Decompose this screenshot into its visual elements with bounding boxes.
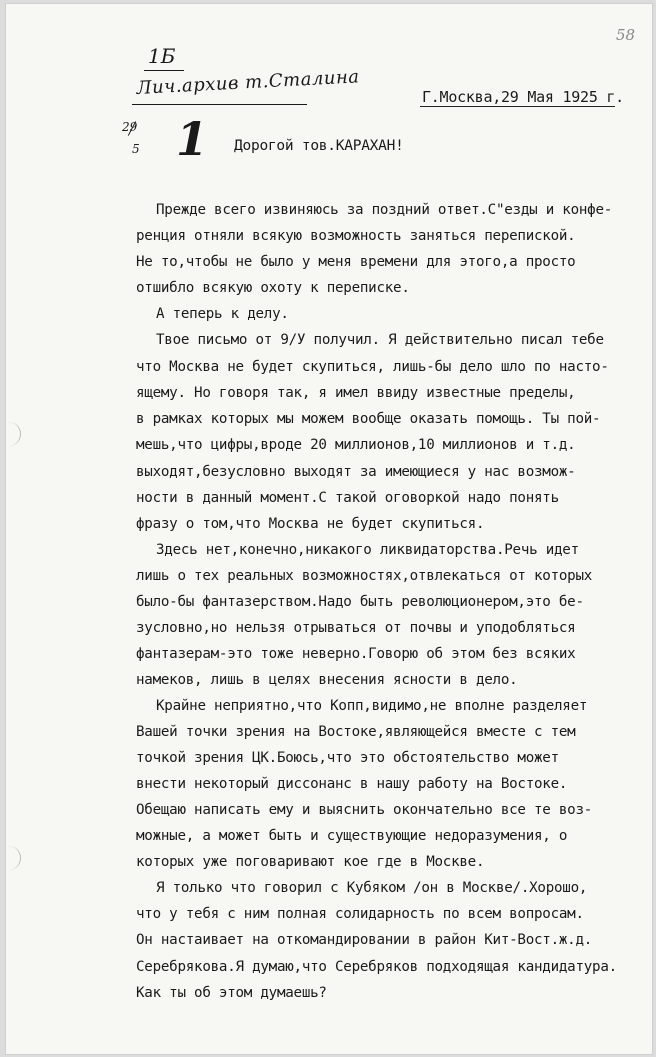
page-number: 58 bbox=[616, 26, 636, 44]
body-line: Крайне неприятно,что Копп,видимо,не вполне разделяет bbox=[156, 698, 588, 714]
body-line: намеков, лишь в целях внесения ясности в дело. bbox=[136, 672, 518, 688]
date-mark-bottom: 5 bbox=[132, 142, 140, 156]
body-line: А теперь к делу. bbox=[156, 306, 289, 322]
body-line: Вашей точки зрения на Востоке,являющейся вместе с тем bbox=[136, 724, 576, 740]
body-line: мешь,что цифры,вроде 20 миллионов,10 миллионов и т.д. bbox=[136, 437, 576, 453]
body-line: можные, а может быть и существующие недоразумения, о bbox=[136, 828, 568, 844]
body-line: Он настаивает на откомандировании в район Кит-Вост.ж.д. bbox=[136, 932, 593, 948]
body-line: Не то,чтобы не было у меня времени для этого,а просто bbox=[136, 254, 576, 270]
body-line: Здесь нет,конечно,никакого ликвидаторства.Речь идет bbox=[156, 542, 579, 558]
body-line: отшибло всякую охоту к переписке. bbox=[136, 280, 410, 296]
body-line: ности в данный момент.С такой оговоркой надо понять bbox=[136, 490, 559, 506]
body-line: зусловно,но нельзя отрываться от почвы и уподобляться bbox=[136, 620, 576, 636]
letter-page bbox=[6, 4, 652, 1054]
body-line: ящему. Но говоря так, я имел ввиду известные пределы, bbox=[136, 385, 576, 401]
body-line: внести некоторый диссонанс в нашу работу на Востоке. bbox=[136, 776, 568, 792]
letter-body bbox=[6, 4, 652, 1044]
body-line: Серебрякова.Я думаю,что Серебряков подходящая кандидатура. bbox=[136, 959, 617, 975]
body-line: в рамках которых мы можем вообще оказать помощь. Ты пой- bbox=[136, 411, 601, 427]
body-line: было-бы фантазерством.Надо быть революционером,это бе- bbox=[136, 594, 584, 610]
body-line: ренция отняли всякую возможность заняться перепиской. bbox=[136, 228, 576, 244]
body-line: которых уже поговаривают кое где в Москве. bbox=[136, 854, 485, 870]
body-line: Обещаю написать ему и выяснить окончательно все те воз- bbox=[136, 802, 593, 818]
body-line: Как ты об этом думаешь? bbox=[136, 985, 327, 1001]
body-line: фразу о том,что Москва не будет скупиться. bbox=[136, 516, 485, 532]
body-line: что Москва не будет скупиться, лишь-бы дело шло по насто- bbox=[136, 359, 609, 375]
body-line: что у тебя с ним полная солидарность по всем вопросам. bbox=[136, 906, 584, 922]
archive-code: 1Б bbox=[148, 44, 176, 68]
body-line: точкой зрения ЦК.Боюсь,что это обстоятельство может bbox=[136, 750, 559, 766]
body-line: Я только что говорил с Кубяком /он в Москве/.Хорошо, bbox=[156, 880, 588, 896]
body-line: Прежде всего извиняюсь за поздний ответ.С"езды и конфе- bbox=[156, 202, 613, 218]
body-line: Твое письмо от 9/У получил. Я действительно писал тебе bbox=[156, 332, 604, 348]
salutation: Дорогой тов.КАРАХАН! bbox=[234, 138, 404, 154]
place-date: Г.Москва,29 Мая 1925 г. bbox=[422, 88, 624, 106]
body-line: фантазерам-это тоже неверно.Говорю об этом без всяких bbox=[136, 646, 576, 662]
initial-mark: 1 bbox=[176, 112, 209, 166]
archive-note: Лич.архив т.Сталина bbox=[136, 66, 361, 99]
date-mark-top: 29 bbox=[122, 120, 138, 134]
body-line: лишь о тех реальных возможностях,отвлекаться от которых bbox=[136, 568, 593, 584]
body-line: выходят,безусловно выходят за имеющиеся у нас возмож- bbox=[136, 464, 576, 480]
